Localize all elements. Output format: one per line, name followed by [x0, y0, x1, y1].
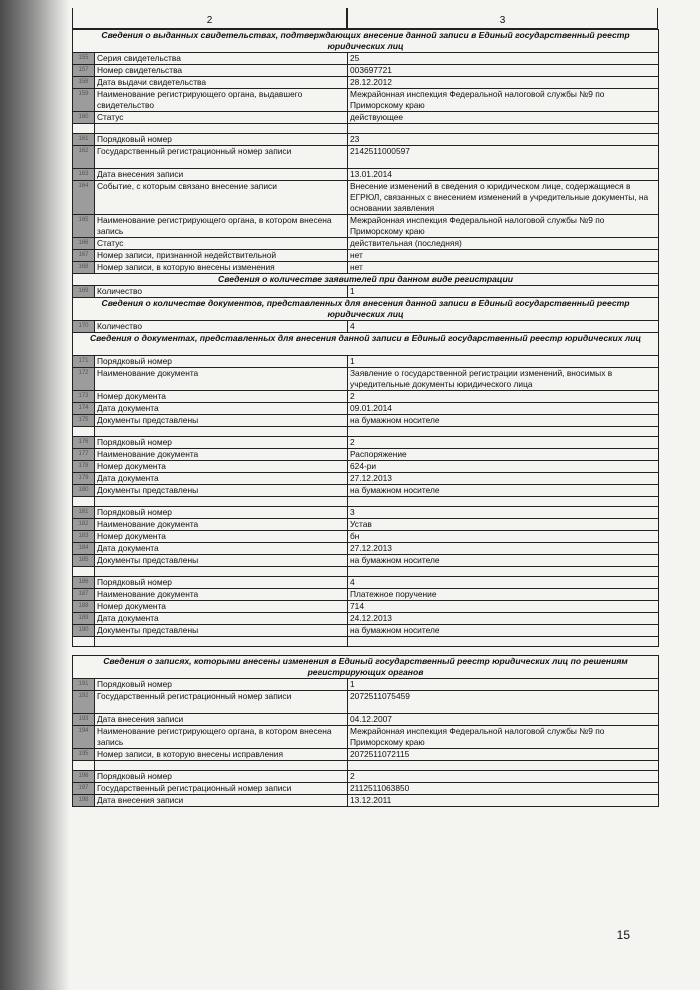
- row-number: 197: [73, 783, 95, 795]
- table-row: [73, 519, 659, 531]
- field-value: бн: [348, 531, 659, 543]
- field-value: Внесение изменений в сведения о юридическом лице, содержащиеся в ЕГРЮЛ, связанных с внесением изменений в учредительные документы, на основании заявления: [348, 181, 659, 215]
- spacer-row: [73, 497, 659, 507]
- section-title-row: [73, 30, 659, 53]
- row-number: 168: [73, 262, 95, 274]
- row-number: 163: [73, 169, 95, 181]
- field-value: на бумажном носителе: [348, 625, 659, 637]
- table-row: [73, 134, 659, 146]
- registry-table: [72, 29, 659, 807]
- registry-extract-page: [72, 8, 658, 807]
- table-row: [73, 65, 659, 77]
- field-label: Наименование регистрирующего органа, в котором внесена запись: [95, 726, 348, 749]
- scan-shadow-edge: [0, 0, 70, 990]
- table-row: [73, 783, 659, 795]
- field-value: Платежное поручение: [348, 589, 659, 601]
- section-title: Сведения о количестве заявителей при данном виде регистрации: [73, 274, 659, 286]
- field-value: Межрайонная инспекция Федеральной налоговой службы №9 по Приморскому краю: [348, 726, 659, 749]
- table-row: [73, 169, 659, 181]
- field-label: Наименование регистрирующего органа, выдавшего свидетельство: [95, 89, 348, 112]
- field-label: Наименование документа: [95, 589, 348, 601]
- field-label: Наименование регистрирующего органа, в котором внесена запись: [95, 215, 348, 238]
- spacer-row: [73, 427, 659, 437]
- row-number: 169: [73, 286, 95, 298]
- table-row: [73, 437, 659, 449]
- field-value: 23: [348, 134, 659, 146]
- field-label: Документы представлены: [95, 555, 348, 567]
- field-value: действующее: [348, 112, 659, 124]
- field-label: Дата внесения записи: [95, 169, 348, 181]
- row-number: 189: [73, 613, 95, 625]
- table-row: [73, 771, 659, 783]
- table-row: [73, 112, 659, 124]
- field-label: Номер документа: [95, 391, 348, 403]
- field-label: Порядковый номер: [95, 134, 348, 146]
- spacer-row: [73, 124, 659, 134]
- table-row: [73, 89, 659, 112]
- field-label: Наименование документа: [95, 519, 348, 531]
- row-number: 178: [73, 461, 95, 473]
- row-number: 183: [73, 531, 95, 543]
- field-value: на бумажном носителе: [348, 415, 659, 427]
- column-header-row: [72, 8, 658, 29]
- row-number: 171: [73, 356, 95, 368]
- field-value: 09.01.2014: [348, 403, 659, 415]
- field-label: Статус: [95, 238, 348, 250]
- table-row: [73, 250, 659, 262]
- table-row: [73, 691, 659, 714]
- field-value: Межрайонная инспекция Федеральной налоговой службы №9 по Приморскому краю: [348, 89, 659, 112]
- field-label: Наименование документа: [95, 368, 348, 391]
- field-value: Межрайонная инспекция Федеральной налоговой службы №9 по Приморскому краю: [348, 215, 659, 238]
- table-row: [73, 286, 659, 298]
- field-value: 13.12.2011: [348, 795, 659, 807]
- block-spacer: [73, 647, 659, 656]
- column-2-header: 2: [206, 15, 213, 26]
- field-label: Номер записи, в которую внесены исправления: [95, 749, 348, 761]
- row-number: 180: [73, 485, 95, 497]
- row-number: 165: [73, 215, 95, 238]
- field-value: 2112511063850: [348, 783, 659, 795]
- field-label: Дата внесения записи: [95, 795, 348, 807]
- row-number: 155: [73, 53, 95, 65]
- field-value: 1: [348, 286, 659, 298]
- field-value: 25: [348, 53, 659, 65]
- field-label: Документы представлены: [95, 485, 348, 497]
- field-value: 4: [348, 577, 659, 589]
- table-row: [73, 238, 659, 250]
- field-label: Серия свидетельства: [95, 53, 348, 65]
- section-title: Сведения о количестве документов, представленных для внесения данной записи в Единый государственный реестр юридических лиц: [73, 298, 659, 321]
- table-row: [73, 714, 659, 726]
- row-number: 170: [73, 321, 95, 333]
- field-value: 27.12.2013: [348, 543, 659, 555]
- field-label: Дата внесения записи: [95, 714, 348, 726]
- field-value: 4: [348, 321, 659, 333]
- table-row: [73, 589, 659, 601]
- field-value: 2072511072115: [348, 749, 659, 761]
- row-number: 193: [73, 714, 95, 726]
- column-3-header: 3: [346, 8, 657, 28]
- field-value: 714: [348, 601, 659, 613]
- section-title: Сведения о записях, которыми внесены изменения в Единый государственный реестр юридических лиц по решениям регистрирующих органов: [73, 656, 659, 679]
- field-value: 2: [348, 437, 659, 449]
- field-label: Порядковый номер: [95, 771, 348, 783]
- field-label: Порядковый номер: [95, 577, 348, 589]
- table-row: [73, 726, 659, 749]
- field-value: 624-ри: [348, 461, 659, 473]
- row-number: 162: [73, 146, 95, 169]
- field-value: Устав: [348, 519, 659, 531]
- row-number: 195: [73, 749, 95, 761]
- row-number: 194: [73, 726, 95, 749]
- row-number: 181: [73, 507, 95, 519]
- field-label: Порядковый номер: [95, 437, 348, 449]
- table-row: [73, 181, 659, 215]
- field-value: 2142511000597: [348, 146, 659, 169]
- table-row: [73, 215, 659, 238]
- table-row: [73, 795, 659, 807]
- table-row: [73, 543, 659, 555]
- section-title-row: [73, 298, 659, 321]
- field-label: Государственный регистрационный номер записи: [95, 146, 348, 169]
- field-label: Событие, с которым связано внесение записи: [95, 181, 348, 215]
- row-number: 159: [73, 89, 95, 112]
- field-label: Наименование документа: [95, 449, 348, 461]
- field-value: 3: [348, 507, 659, 519]
- field-label: Государственный регистрационный номер записи: [95, 783, 348, 795]
- table-row: [73, 461, 659, 473]
- row-number: 164: [73, 181, 95, 215]
- field-value: 04.12.2007: [348, 714, 659, 726]
- field-label: Номер документа: [95, 531, 348, 543]
- row-number: 187: [73, 589, 95, 601]
- table-row: [73, 749, 659, 761]
- row-number: 172: [73, 368, 95, 391]
- table-row: [73, 415, 659, 427]
- field-value: 2: [348, 391, 659, 403]
- field-label: Дата документа: [95, 613, 348, 625]
- field-label: Номер записи, признанной недействительной: [95, 250, 348, 262]
- section-title-row: [73, 656, 659, 679]
- spacer-row: [73, 761, 659, 771]
- page-number: 15: [616, 928, 630, 942]
- section-title: Сведения о документах, представленных для внесения данной записи в Единый государственный реестр юридических лиц: [73, 333, 659, 356]
- table-row: [73, 625, 659, 637]
- field-label: Порядковый номер: [95, 356, 348, 368]
- field-label: Государственный регистрационный номер записи: [95, 691, 348, 714]
- row-number: 176: [73, 437, 95, 449]
- row-number: 185: [73, 555, 95, 567]
- row-number: 196: [73, 771, 95, 783]
- field-value: Заявление о государственной регистрации изменений, вносимых в учредительные документы юридического лица: [348, 368, 659, 391]
- field-label: Документы представлены: [95, 415, 348, 427]
- row-number: 161: [73, 134, 95, 146]
- table-row: [73, 146, 659, 169]
- table-row: [73, 391, 659, 403]
- row-number: 167: [73, 250, 95, 262]
- row-number: 160: [73, 112, 95, 124]
- field-value: 13.01.2014: [348, 169, 659, 181]
- section-title: Сведения о выданных свидетельствах, подтверждающих внесение данной записи в Единый государственный реестр юридических лиц: [73, 30, 659, 53]
- field-label: Порядковый номер: [95, 507, 348, 519]
- table-row: [73, 473, 659, 485]
- row-number: 192: [73, 691, 95, 714]
- field-value: на бумажном носителе: [348, 555, 659, 567]
- row-number: 184: [73, 543, 95, 555]
- row-number: 166: [73, 238, 95, 250]
- row-number: 182: [73, 519, 95, 531]
- field-label: Номер документа: [95, 601, 348, 613]
- row-number: 179: [73, 473, 95, 485]
- field-value: 2: [348, 771, 659, 783]
- field-label: Количество: [95, 321, 348, 333]
- field-label: Номер документа: [95, 461, 348, 473]
- table-row: [73, 53, 659, 65]
- table-row: [73, 531, 659, 543]
- field-label: Номер свидетельства: [95, 65, 348, 77]
- row-number: 188: [73, 601, 95, 613]
- field-label: Дата документа: [95, 473, 348, 485]
- table-row: [73, 262, 659, 274]
- row-number: 175: [73, 415, 95, 427]
- field-label: Статус: [95, 112, 348, 124]
- table-row: [73, 321, 659, 333]
- table-row: [73, 368, 659, 391]
- table-row: [73, 77, 659, 89]
- table-row: [73, 601, 659, 613]
- field-value: 27.12.2013: [348, 473, 659, 485]
- row-number: 174: [73, 403, 95, 415]
- field-label: Дата документа: [95, 403, 348, 415]
- row-number: 158: [73, 77, 95, 89]
- field-label: Количество: [95, 286, 348, 298]
- field-value: 003697721: [348, 65, 659, 77]
- table-row: [73, 507, 659, 519]
- spacer-row: [73, 567, 659, 577]
- section-title-row: [73, 333, 659, 356]
- table-row: [73, 485, 659, 497]
- field-label: Дата выдачи свидетельства: [95, 77, 348, 89]
- row-number: 198: [73, 795, 95, 807]
- field-value: 28.12.2012: [348, 77, 659, 89]
- field-value: 1: [348, 356, 659, 368]
- row-number: 173: [73, 391, 95, 403]
- table-row: [73, 555, 659, 567]
- row-number: 177: [73, 449, 95, 461]
- field-label: Дата документа: [95, 543, 348, 555]
- row-number: 157: [73, 65, 95, 77]
- row-number: 191: [73, 679, 95, 691]
- field-label: Номер записи, в которую внесены изменения: [95, 262, 348, 274]
- field-value: на бумажном носителе: [348, 485, 659, 497]
- table-row: [73, 577, 659, 589]
- table-row: [73, 449, 659, 461]
- spacer-row: [73, 637, 659, 647]
- table-row: [73, 679, 659, 691]
- field-value: 24.12.2013: [348, 613, 659, 625]
- field-value: 2072511075459: [348, 691, 659, 714]
- table-row: [73, 613, 659, 625]
- field-value: 1: [348, 679, 659, 691]
- field-value: Распоряжение: [348, 449, 659, 461]
- table-row: [73, 403, 659, 415]
- table-row: [73, 356, 659, 368]
- field-value: нет: [348, 262, 659, 274]
- field-value: нет: [348, 250, 659, 262]
- field-label: Документы представлены: [95, 625, 348, 637]
- field-label: Порядковый номер: [95, 679, 348, 691]
- row-number: 186: [73, 577, 95, 589]
- row-number: 190: [73, 625, 95, 637]
- section-title-row: [73, 274, 659, 286]
- field-value: действительная (последняя): [348, 238, 659, 250]
